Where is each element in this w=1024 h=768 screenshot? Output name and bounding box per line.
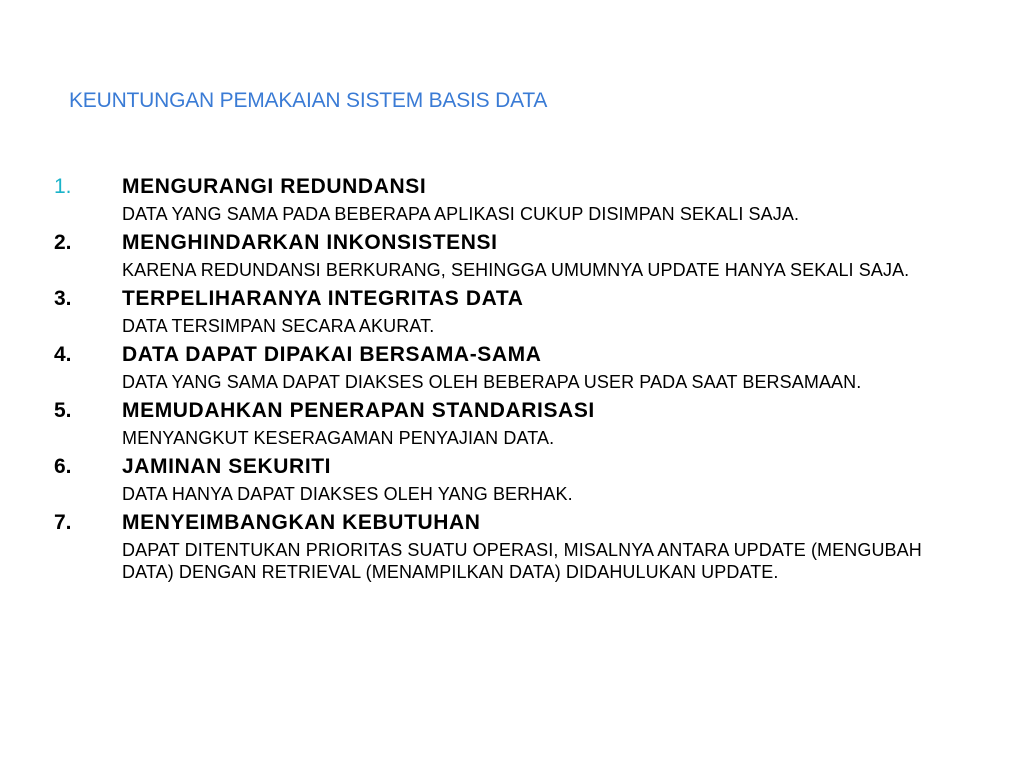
item-number: 1. (54, 175, 72, 198)
item-number: 6. (54, 455, 72, 478)
item-description: MENYANGKUT KESERAGAMAN PENYAJIAN DATA. (122, 428, 555, 448)
item-heading: MEMUDAHKAN PENERAPAN STANDARISASI (122, 399, 595, 422)
item-number: 2. (54, 231, 72, 254)
list-item (54, 228, 954, 281)
advantages-list (54, 172, 954, 586)
list-item (54, 508, 954, 583)
list-item (54, 396, 954, 449)
item-description: KARENA REDUNDANSI BERKURANG, SEHINGGA UMUMNYA UPDATE HANYA SEKALI SAJA. (122, 260, 910, 280)
item-description: DATA YANG SAMA DAPAT DIAKSES OLEH BEBERAPA USER PADA SAAT BERSAMAAN. (122, 372, 862, 392)
item-number: 3. (54, 287, 72, 310)
item-heading: MENGHINDARKAN INKONSISTENSI (122, 231, 498, 254)
item-description: DATA YANG SAMA PADA BEBERAPA APLIKASI CUKUP DISIMPAN SEKALI SAJA. (122, 204, 800, 224)
item-heading: TERPELIHARANYA INTEGRITAS DATA (122, 287, 524, 310)
list-item (54, 340, 954, 393)
item-number: 7. (54, 511, 72, 534)
item-description: DATA HANYA DAPAT DIAKSES OLEH YANG BERHAK. (122, 484, 573, 504)
item-heading: JAMINAN SEKURITI (122, 455, 332, 478)
list-item (54, 284, 954, 337)
item-description: DAPAT DITENTUKAN PRIORITAS SUATU OPERASI, MISALNYA ANTARA UPDATE (MENGUBAH DATA) DENGAN RETRIEVAL (MENAMPILKAN DATA) DIDAHULUKAN UPDATE. (122, 540, 922, 582)
list-item (54, 452, 954, 505)
item-heading: MENYEIMBANGKAN KEBUTUHAN (122, 511, 481, 534)
item-heading: DATA DAPAT DIPAKAI BERSAMA-SAMA (122, 343, 542, 366)
item-description: DATA TERSIMPAN SECARA AKURAT. (122, 316, 435, 336)
item-number: 5. (54, 399, 72, 422)
item-number: 4. (54, 343, 72, 366)
slide-title: KEUNTUNGAN PEMAKAIAN SISTEM BASIS DATA (69, 89, 548, 112)
list-item (54, 172, 954, 225)
item-heading: MENGURANGI REDUNDANSI (122, 175, 427, 198)
